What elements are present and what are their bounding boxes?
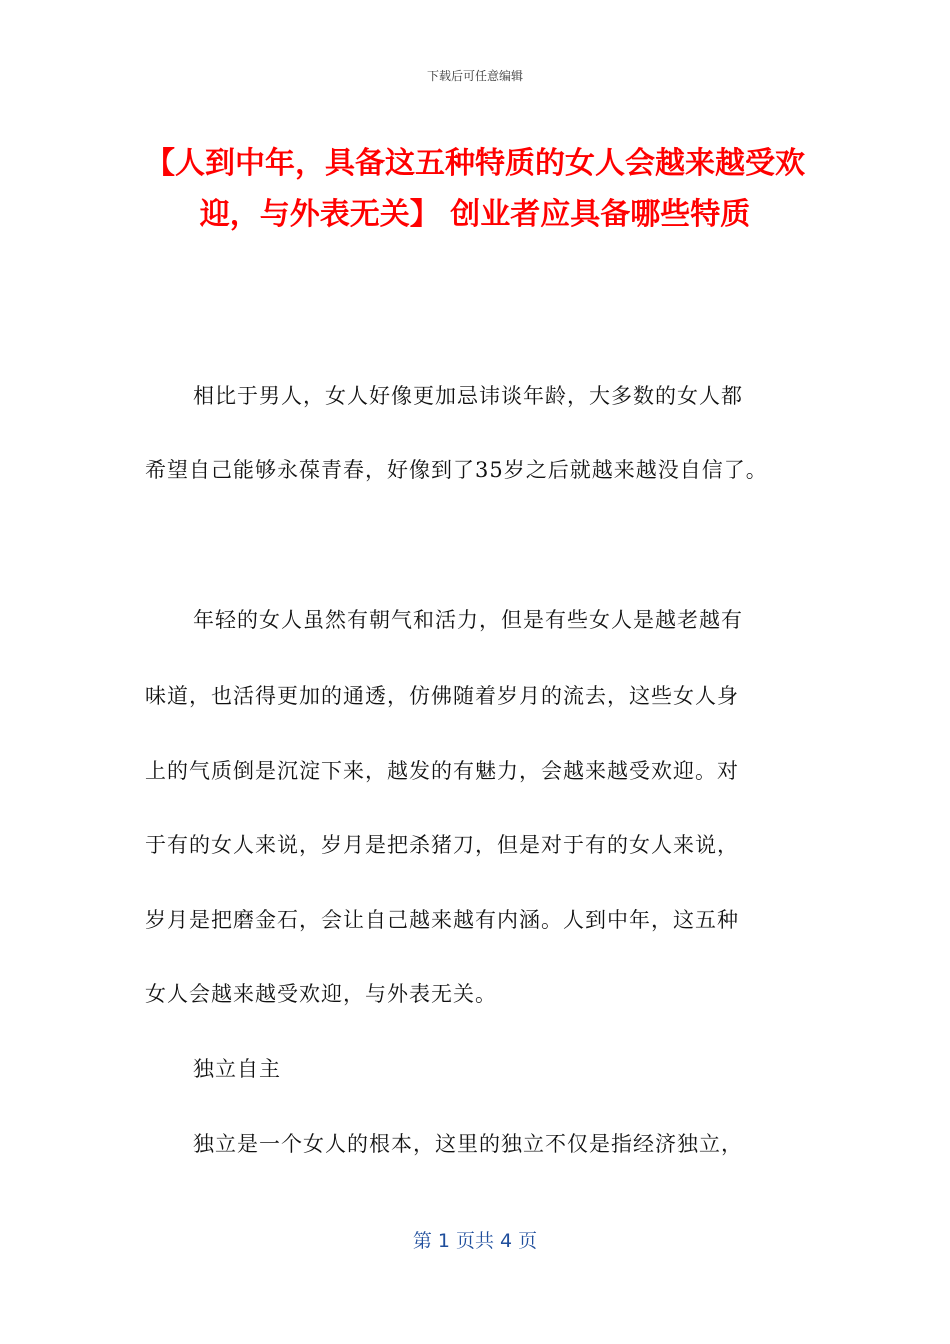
page-footer: 第 1 页共 4 页 — [412, 1230, 538, 1252]
paragraph-2-line-2: 味道，也活得更加的通透，仿佛随着岁月的流去，这些女人身 — [145, 684, 739, 708]
paragraph-2-line-3: 上的气质倒是沉淀下来，越发的有魅力，会越来越受欢迎。对 — [145, 759, 739, 783]
paragraph-1-line-2: 希望自己能够永葆青春，好像到了35岁之后就越来越没自信了。 — [145, 458, 768, 482]
paragraph-1-line-1: 相比于男人，女人好像更加忌讳谈年龄，大多数的女人都 — [193, 384, 743, 408]
document-title: 【人到中年，具备这五种特质的女人会越来越受欢迎，与外表无关】 创业者应具备哪些特质 — [145, 146, 805, 232]
paragraph-4-line-1: 独立是一个女人的根本，这里的独立不仅是指经济独立， — [193, 1132, 743, 1156]
paragraph-2-line-5: 岁月是把磨金石，会让自己越来越有内涵。人到中年，这五种 — [145, 908, 739, 932]
paragraph-2-line-1: 年轻的女人虽然有朝气和活力，但是有些女人是越老越有 — [193, 608, 743, 632]
paragraph-2-line-4: 于有的女人来说，岁月是把杀猪刀，但是对于有的女人来说， — [145, 833, 739, 857]
section-heading: 独立自主 — [193, 1057, 281, 1081]
header-note: 下载后可任意编辑 — [426, 69, 523, 83]
paragraph-2-line-6: 女人会越来越受欢迎，与外表无关。 — [145, 982, 497, 1006]
